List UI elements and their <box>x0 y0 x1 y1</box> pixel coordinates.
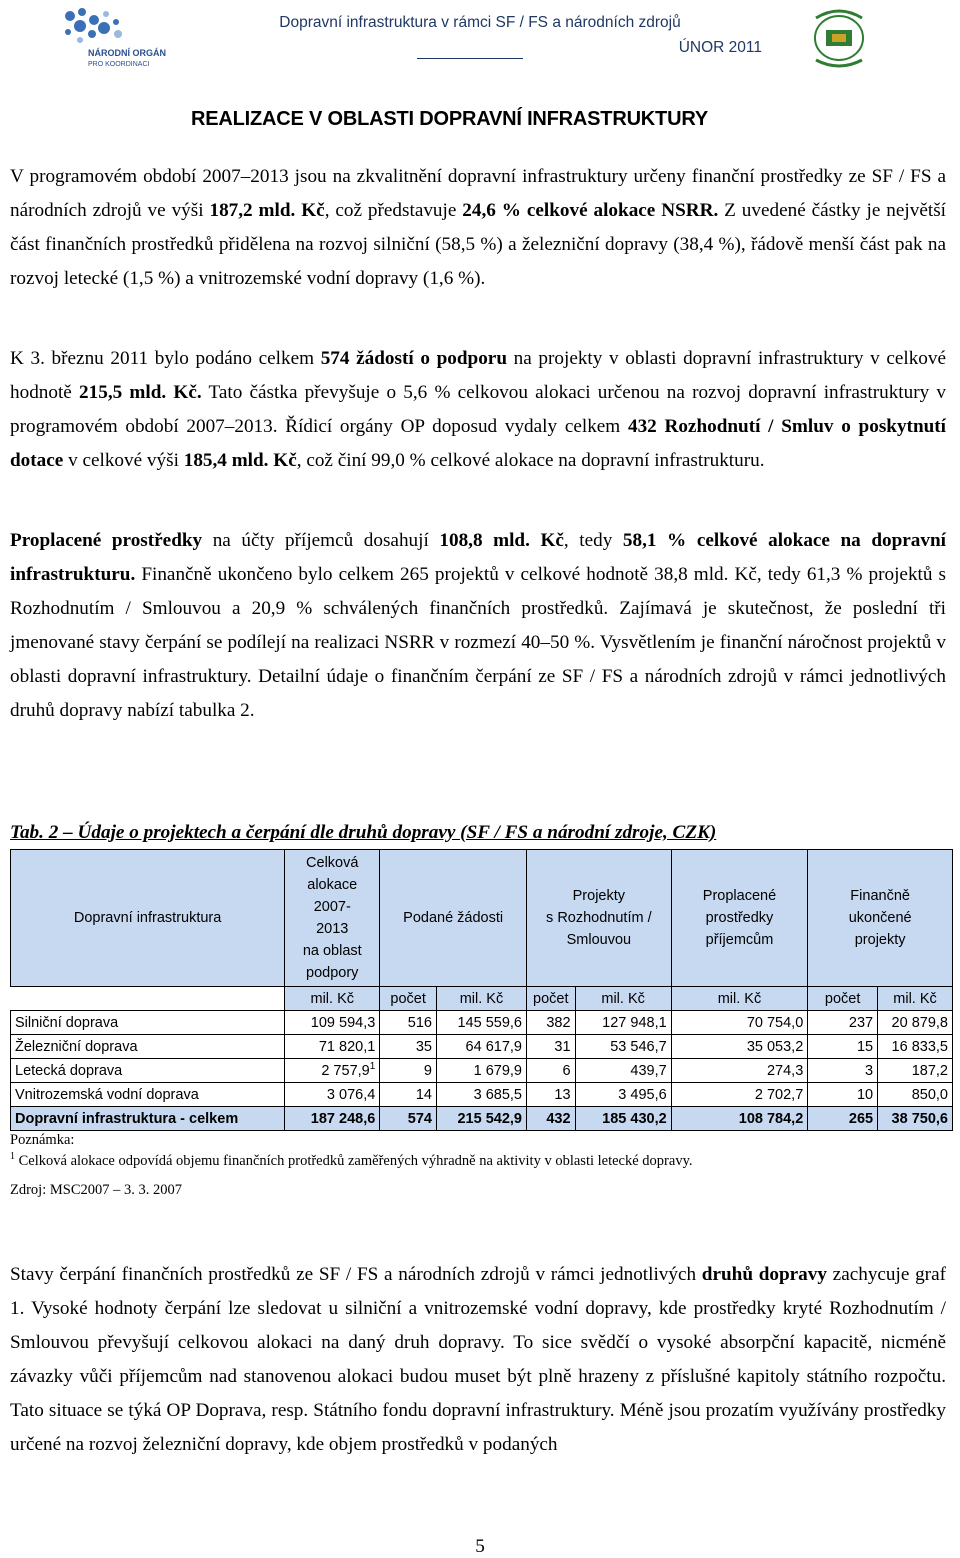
cell-projects-count: 6 <box>527 1059 576 1083</box>
footnote <box>10 1153 693 1170</box>
note-label: Poznámka: <box>10 1132 75 1148</box>
p2-bold-applications: 574 žádostí o podporu <box>320 348 507 369</box>
p2-text-i: , což činí 99,0 % celkové alokace na dopravní infrastrukturu. <box>296 450 765 471</box>
th-closed: Finančně ukončené projekty <box>808 850 953 987</box>
cell-projects-count: 31 <box>527 1035 576 1059</box>
cell-projects-value: 3 495,6 <box>575 1083 671 1107</box>
unit-cell: počet <box>808 987 878 1011</box>
cell-closed-value: 187,2 <box>878 1059 953 1083</box>
p3-bold-paid-amount: 108,8 mld. Kč <box>439 530 564 551</box>
table-row <box>11 1011 953 1035</box>
cell-projects-value: 127 948,1 <box>575 1011 671 1035</box>
cell-submitted-count: 35 <box>380 1035 437 1059</box>
cell-submitted-value: 1 679,9 <box>436 1059 526 1083</box>
unit-cell: mil. Kč <box>575 987 671 1011</box>
cell-allocation: 3 076,4 <box>285 1083 380 1107</box>
cell-closed-value: 38 750,6 <box>878 1107 953 1131</box>
cell-closed-value: 16 833,5 <box>878 1035 953 1059</box>
p1-text-c: , což představuje <box>324 200 463 221</box>
mmr-logo <box>804 4 874 70</box>
th-infrastructure: Dopravní infrastruktura <box>11 850 285 987</box>
unit-cell: mil. Kč <box>285 987 380 1011</box>
table-row <box>11 1083 953 1107</box>
unit-cell: mil. Kč <box>436 987 526 1011</box>
header-title: Dopravní infrastruktura v rámci SF / FS a národních zdrojů <box>279 14 681 31</box>
cell-closed-value: 850,0 <box>878 1083 953 1107</box>
table-units-row <box>11 987 953 1011</box>
p3-bold-paid-share: 58,1 % celkové alokace na dopravní infrastrukturu. <box>10 530 946 585</box>
th-paid: Proplacené prostředky příjemcům <box>671 850 808 987</box>
transport-data-table <box>10 849 953 1131</box>
cell-closed-value: 20 879,8 <box>878 1011 953 1035</box>
cell-closed-count: 3 <box>808 1059 878 1083</box>
unit-cell: mil. Kč <box>671 987 808 1011</box>
paragraph-3 <box>10 524 946 728</box>
cell-projects-value: 53 546,7 <box>575 1035 671 1059</box>
cell-closed-count: 237 <box>808 1011 878 1035</box>
cell-closed-count: 265 <box>808 1107 878 1131</box>
row-label: Silniční doprava <box>11 1011 285 1035</box>
paragraph-2 <box>10 342 946 478</box>
cell-closed-count: 10 <box>808 1083 878 1107</box>
nok-logo <box>58 4 168 70</box>
cell-closed-count: 15 <box>808 1035 878 1059</box>
row-label: Dopravní infrastruktura - celkem <box>11 1107 285 1131</box>
p1-bold-share: 24,6 % celkové alokace NSRR. <box>462 200 719 221</box>
cell-projects-count: 13 <box>527 1083 576 1107</box>
cell-paid: 108 784,2 <box>671 1107 808 1131</box>
p1-text-e: Z uvedené částky je největší část finančních prostředků přidělena na rozvoj silniční (58,5 %) a železniční dopravy (38,4 %), řádově menší část pak na rozvoj letecké (1,5 %) a vnitrozemské vodní dopravy (1,6 %). <box>10 200 946 289</box>
unit-cell: počet <box>527 987 576 1011</box>
p3-bold-paid: Proplacené prostředky <box>10 530 203 551</box>
p4-text-a: Stavy čerpání finančních prostředků ze SF / FS a národních zdrojů v rámci jednotlivých <box>10 1264 702 1285</box>
p3-text-b: na účty příjemců dosahují <box>202 530 440 551</box>
cell-submitted-value: 3 685,5 <box>436 1083 526 1107</box>
p1-bold-amount: 187,2 mld. Kč <box>209 200 325 221</box>
p2-text-a: K 3. březnu 2011 bylo podáno celkem <box>10 348 321 369</box>
page-number: 5 <box>475 1536 485 1557</box>
table-row <box>11 1059 953 1083</box>
cell-projects-count: 432 <box>527 1107 576 1131</box>
footnote-marker: 1 <box>369 1060 376 1072</box>
header-divider <box>417 58 523 59</box>
cell-submitted-count: 574 <box>380 1107 437 1131</box>
row-label: Letecká doprava <box>11 1059 285 1083</box>
paragraph-1 <box>10 160 946 296</box>
table-header-row <box>11 850 953 987</box>
cell-allocation: 109 594,3 <box>285 1011 380 1035</box>
p4-bold-modes: druhů dopravy <box>701 1264 827 1285</box>
cell-submitted-value: 145 559,6 <box>436 1011 526 1035</box>
cell-paid: 274,3 <box>671 1059 808 1083</box>
p2-bold-decisions: 432 Rozhodnutí / Smluv o poskytnutí dotace <box>10 416 947 471</box>
p2-bold-decisions-amount: 185,4 mld. Kč <box>183 450 297 471</box>
cell-submitted-count: 14 <box>380 1083 437 1107</box>
p1-text-a: V programovém období 2007–2013 jsou na zkvalitnění dopravní infrastruktury určeny finanční prostředky ze SF / FS a národních zdrojů ve výši <box>10 166 946 221</box>
table-total-row <box>11 1107 953 1131</box>
cell-projects-count: 382 <box>527 1011 576 1035</box>
row-label: Železniční doprava <box>11 1035 285 1059</box>
cell-submitted-count: 9 <box>380 1059 437 1083</box>
table-row <box>11 1035 953 1059</box>
p3-text-f: Finančně ukončeno bylo celkem 265 projektů v celkové hodnotě 38,8 mld. Kč, tedy 61,3 % projektů s Rozhodnutím / Smlouvou a 20,9 % schválených finančních prostředků. Zajímavá je skutečnost, že poslední tři jmenované stavy čerpání se podílejí na realizaci NSRR v rozmezí 40–50 %. Vysvětlením je finanční náročnost projektů v oblasti dopravní infrastruktury. Detailní údaje o finančním čerpání ze SF / FS a národních zdrojů v rámci jednotlivých druhů dopravy nabízí tabulka 2. <box>10 564 946 721</box>
row-label: Vnitrozemská vodní doprava <box>11 1083 285 1107</box>
units-empty <box>11 987 285 1011</box>
cell-allocation: 2 757,9$^1$ <box>285 1059 380 1083</box>
th-projects-decisions: Projekty s Rozhodnutím / Smlouvou <box>527 850 672 987</box>
paragraph-4 <box>10 1258 946 1462</box>
p2-text-c: na projekty v oblasti dopravní infrastruktury v celkové hodnotě <box>10 348 947 403</box>
p2-text-e: Tato částka převyšuje o 5,6 % celkovou alokaci určenou na rozvoj dopravní infrastruktury v programovém období 2007–2013. Řídicí orgány OP doposud vydaly celkem <box>10 382 947 437</box>
page-header <box>0 0 960 72</box>
cell-paid: 2 702,7 <box>671 1083 808 1107</box>
cell-paid: 70 754,0 <box>671 1011 808 1035</box>
cell-allocation: 71 820,1 <box>285 1035 380 1059</box>
unit-cell: počet <box>380 987 437 1011</box>
source-note: Zdroj: MSC2007 – 3. 3. 2007 <box>10 1182 182 1198</box>
table-caption: Tab. 2 – Údaje o projektech a čerpání dle druhů dopravy (SF / FS a národní zdroje, CZK) <box>10 822 717 843</box>
section-heading: REALIZACE V OBLASTI DOPRAVNÍ INFRASTRUKTURY <box>191 108 708 130</box>
cell-submitted-value: 215 542,9 <box>436 1107 526 1131</box>
p2-text-g: v celkové výši <box>63 450 184 471</box>
cell-paid: 35 053,2 <box>671 1035 808 1059</box>
cell-allocation: 187 248,6 <box>285 1107 380 1131</box>
svg-text:PRO KOORDINACI: PRO KOORDINACI <box>88 61 150 68</box>
cell-submitted-value: 64 617,9 <box>436 1035 526 1059</box>
cell-projects-value: 439,7 <box>575 1059 671 1083</box>
unit-cell: mil. Kč <box>878 987 953 1011</box>
cell-projects-value: 185 430,2 <box>575 1107 671 1131</box>
th-submitted: Podané žádosti <box>380 850 527 987</box>
p4-text-c: zachycuje graf 1. Vysoké hodnoty čerpání lze sledovat u silniční a vnitrozemské vodní dopravy, kde prostředky kryté Rozhodnutím / Smlouvou převyšují celkovou alokaci na daný druh dopravy. To sice svědčí o vysoké absorpční kapacitě, nicméně závazky vůči příjemcům nad stanovenou alokaci budou muset být plně hrazeny z příslušné kapitoly státního rozpočtu. Tato situace se týká OP Doprava, resp. Státního fondu dopravní infrastruktury. Méně jsou prozatím využívány prostředky určené na rozvoj železniční dopravy, kde objem prostředků v podaných <box>10 1264 946 1455</box>
svg-text:NÁRODNÍ ORGÁN: NÁRODNÍ ORGÁN <box>88 48 166 58</box>
footnote-text: Celková alokace odpovídá objemu finančních protředků zaměřených výhradně na aktivity v oblasti letecké dopravy. <box>15 1153 693 1169</box>
th-allocation: Celková alokace 2007- 2013 na oblast podpory <box>285 850 380 987</box>
footnote-number: 1 <box>10 1151 15 1163</box>
cell-submitted-count: 516 <box>380 1011 437 1035</box>
p3-text-d: , tedy <box>563 530 623 551</box>
header-date: ÚNOR 2011 <box>678 39 762 56</box>
p2-bold-value: 215,5 mld. Kč. <box>79 382 202 403</box>
